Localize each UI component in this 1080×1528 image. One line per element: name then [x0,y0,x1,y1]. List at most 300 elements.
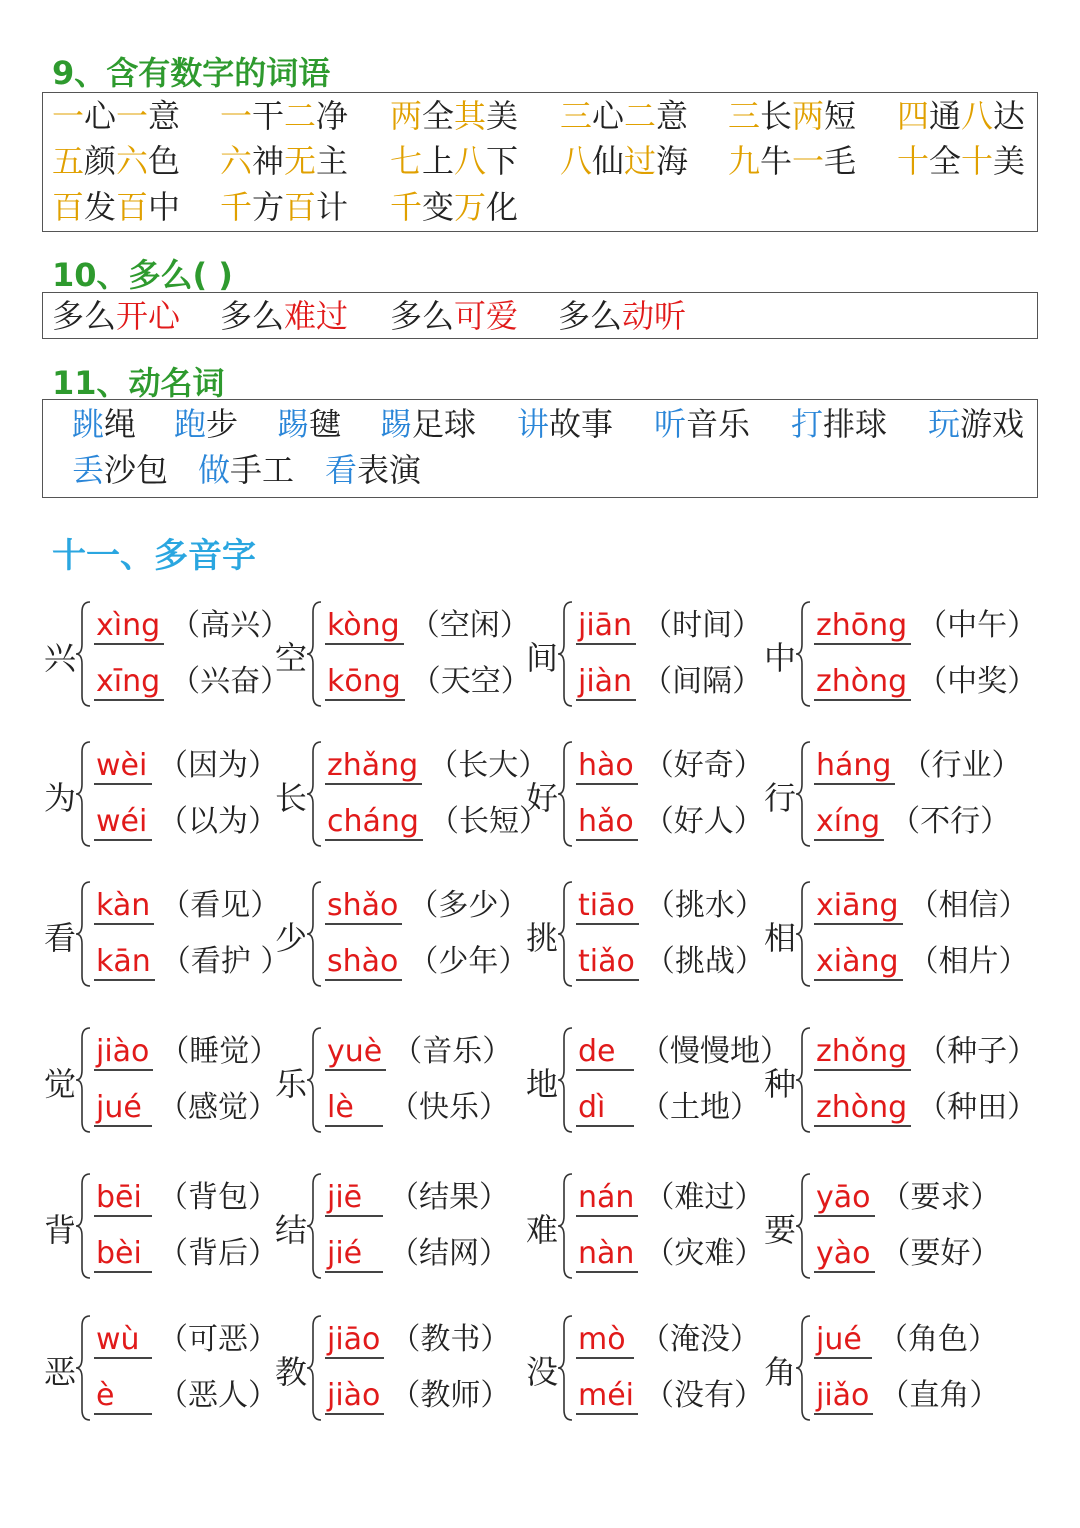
pinyin: kān [94,944,155,981]
pinyin: xíng [814,804,884,841]
polyphone-group [526,1170,776,1285]
pinyin: wèi [94,748,152,785]
verb-noun-phrase [72,404,136,444]
example-word: （快乐） [389,1090,509,1125]
idiom [897,96,1025,136]
pinyin: háng [814,748,895,785]
pinyin: jiāo [325,1322,384,1359]
duome-phrase [390,296,518,336]
polyphone-character: 没 [526,1352,559,1391]
idiom-char-number: 十 [961,142,994,180]
idiom-char-number: 一 [116,97,149,135]
verb-noun-phrase [654,404,750,444]
idiom-char-number: 一 [52,97,85,135]
pinyin: jiǎo [814,1378,873,1415]
pinyin: zhōng [814,608,911,645]
pinyin: xìng [94,608,164,645]
idiom-char-number: 百 [116,188,149,226]
idiom-char: 干 [252,97,285,135]
pinyin: nàn [576,1236,638,1273]
idiom-char: 心 [592,97,625,135]
pinyin: hào [576,748,638,785]
polyphone-group [275,1312,525,1427]
example-word: （种田） [917,1090,1038,1125]
curly-brace-icon [74,1170,94,1282]
idiom-char-number: 十 [897,142,930,180]
phrase-word: 难过 [284,297,349,335]
polyphone-group [764,738,1022,853]
verb-noun-phrase [791,404,887,444]
pinyin: tiǎo [576,944,639,981]
example-word: （看见） [160,888,281,923]
polyphone-character: 角 [764,1352,797,1391]
phrase-noun: 手工 [230,451,295,489]
section-9-title: 9、含有数字的词语 [52,54,331,92]
polyphone-character: 长 [275,778,308,817]
idiom [897,141,1025,181]
idiom-char-number: 六 [116,142,149,180]
phrase-verb: 做 [198,451,231,489]
duome-phrase [558,296,686,336]
reading-line [814,740,1021,785]
phrase-noun: 足球 [412,405,477,443]
verb-noun-phrase [928,404,1024,444]
phrase-prefix: 多么 [220,297,285,335]
phrase-verb: 跑 [174,405,207,443]
example-word: （空闲） [409,608,530,643]
idiom-char: 中 [148,188,181,226]
idiom-char-number: 两 [792,97,825,135]
example-word: （可恶） [158,1322,278,1357]
example-word: （淹没） [640,1322,760,1357]
curly-brace-icon [794,1170,814,1282]
reading-line [576,796,764,841]
polyphone-character: 兴 [44,638,77,677]
phrase-prefix: 多么 [390,297,455,335]
pinyin: jiàn [576,664,636,701]
polyphone-group [44,598,294,713]
curly-brace-icon [794,1312,814,1424]
idiom-char: 主 [316,142,349,180]
idiom-char: 全 [422,97,455,135]
phrase-noun: 故事 [549,405,614,443]
reading-line [325,1370,510,1415]
curly-brace-icon [305,878,325,990]
example-word: （行业） [901,748,1022,783]
example-word: （音乐） [392,1034,513,1069]
idiom-char-number: 二 [284,97,317,135]
reading-line [325,600,530,645]
reading-line [576,1172,764,1217]
polyphone-character: 地 [526,1064,559,1103]
curly-brace-icon [794,878,814,990]
polyphone-character: 乐 [275,1064,308,1103]
curly-brace-icon [305,1312,325,1424]
idiom-char-number: 八 [560,142,593,180]
idiom-char-number: 百 [284,188,317,226]
idiom-char: 全 [929,142,962,180]
pinyin: zhòng [814,664,911,701]
polyphone-group [275,598,531,713]
reading-line [576,1026,790,1071]
reading-line [94,1082,278,1127]
idiom-char: 长 [760,97,793,135]
pinyin: nán [576,1180,638,1217]
reading-line [94,656,290,701]
idiom [390,187,518,227]
polyphone-character: 间 [526,638,559,677]
polyphone-character: 难 [526,1210,559,1249]
reading-line [94,796,278,841]
polyphone-character: 空 [275,638,308,677]
example-word: （结果） [389,1180,509,1215]
example-word: （挑水） [644,888,765,923]
idiom-char-number: 二 [624,97,657,135]
polyphone-character: 要 [764,1210,797,1249]
pinyin: shào [325,944,402,981]
phrase-word: 开心 [116,297,181,335]
reading-line [325,796,549,841]
idiom-char: 下 [486,142,519,180]
section-9-box [42,92,1038,232]
idiom-char-number: 一 [792,142,825,180]
reading-line [325,936,528,981]
pinyin: è [94,1378,152,1415]
idiom [390,96,518,136]
idiom-char-number: 四 [897,97,930,135]
example-word: （以为） [158,804,278,839]
idiom-char: 心 [84,97,117,135]
pinyin: hǎo [576,804,638,841]
pinyin: lè [325,1090,383,1127]
idiom-char: 净 [316,97,349,135]
reading-line [325,1314,510,1359]
example-word: （中奖） [917,664,1038,699]
idiom-char: 上 [422,142,455,180]
curly-brace-icon [794,598,814,710]
polyphone-group [275,738,549,853]
idiom-char-number: 过 [624,142,657,180]
idiom-char: 发 [84,188,117,226]
idiom [220,187,348,227]
example-word: （结网） [389,1236,509,1271]
reading-line [576,740,764,785]
phrase-noun: 毽 [309,405,342,443]
example-word: （天空） [410,664,531,699]
polyphone-group [764,1312,1014,1427]
idiom [560,96,688,136]
section-11-title: 11、动名词 [52,364,225,402]
phrase-noun: 表演 [357,451,422,489]
pinyin: jiē [325,1180,383,1217]
example-word: （相片） [908,944,1029,979]
reading-line [576,600,762,645]
phrase-verb: 丢 [72,451,105,489]
phrase-verb: 讲 [517,405,550,443]
polyphone-character: 恶 [44,1352,77,1391]
polyphone-character: 好 [526,778,559,817]
idiom-char-number: 五 [52,142,85,180]
polyphone-character: 挑 [526,918,559,957]
reading-line [94,1228,278,1273]
pinyin: yuè [325,1034,386,1071]
example-word: （看护 ） [160,944,291,979]
reading-line [576,656,762,701]
pinyin: zhòng [814,1090,911,1127]
idiom-char-number: 七 [390,142,423,180]
reading-line [325,740,548,785]
example-word: （少年） [408,944,529,979]
example-word: （长大） [428,748,549,783]
polyphone-group [764,878,1029,993]
polyphone-character: 相 [764,918,797,957]
phrase-prefix: 多么 [52,297,117,335]
reading-line [576,936,765,981]
curly-brace-icon [74,598,94,710]
reading-line [325,1082,509,1127]
reading-line [325,1172,509,1217]
polyphone-group [275,1024,525,1139]
example-word: （中午） [917,608,1038,643]
curly-brace-icon [794,1024,814,1136]
idiom-char: 意 [148,97,181,135]
example-word: （种子） [917,1034,1038,1069]
idiom [390,141,518,181]
phrase-verb: 踢 [380,405,413,443]
idiom-char: 通 [929,97,962,135]
verb-noun-phrase [174,404,238,444]
polyphone-group [275,1170,525,1285]
polyphone-group [526,1024,790,1139]
pinyin: xiāng [814,888,903,925]
example-word: （慢慢地） [640,1034,790,1069]
section-10-box [42,292,1038,339]
reading-line [814,880,1029,925]
idiom-char-number: 六 [220,142,253,180]
example-word: （教书） [390,1322,511,1357]
example-word: （教师） [390,1378,511,1413]
pinyin: zhǎng [325,748,422,785]
example-word: （间隔） [642,664,763,699]
reading-line [325,656,531,701]
example-word: （高兴） [170,608,291,643]
reading-line [814,936,1029,981]
idiom-char-number: 两 [390,97,423,135]
reading-line [94,740,278,785]
phrase-verb: 踢 [277,405,310,443]
reading-line [576,1082,760,1127]
example-word: （角色） [878,1322,998,1357]
polyphone-group [764,598,1038,713]
reading-line [814,1228,1001,1273]
reading-line [814,1172,1001,1217]
idiom-char: 达 [993,97,1026,135]
curly-brace-icon [74,878,94,990]
idiom-char-number: 千 [390,188,423,226]
curly-brace-icon [74,738,94,850]
polyphone-group [44,1170,294,1285]
pinyin: tiāo [576,888,639,925]
example-word: （相信） [908,888,1029,923]
polyphone-character: 行 [764,778,797,817]
reading-line [94,1314,278,1359]
polyphone-group [764,1024,1038,1139]
idiom-char: 计 [316,188,349,226]
pinyin: jiān [576,608,636,645]
pinyin: cháng [325,804,423,841]
polyphone-character: 为 [44,778,77,817]
pinyin: kàn [94,888,154,925]
reading-line [94,1172,278,1217]
phrase-prefix: 多么 [558,297,623,335]
idiom [220,141,348,181]
example-word: （要好） [880,1236,1001,1271]
polyphone-character: 少 [275,918,308,957]
pinyin: kōng [325,664,405,701]
phrase-verb: 听 [654,405,687,443]
curly-brace-icon [556,738,576,850]
phrase-noun: 沙包 [104,451,169,489]
polyphone-character: 种 [764,1064,797,1103]
idiom [52,96,180,136]
reading-line [814,1026,1037,1071]
pinyin: wéi [94,804,152,841]
idiom [728,141,856,181]
idiom-char: 色 [148,142,181,180]
reading-line [94,1026,279,1071]
idiom [52,141,180,181]
pinyin: wù [94,1322,152,1359]
idiom-char: 美 [486,97,519,135]
idiom-char-number: 八 [454,142,487,180]
idiom-char-number: 三 [728,97,761,135]
verb-noun-phrase [517,404,613,444]
idiom-char-number: 八 [961,97,994,135]
reading-line [576,1370,764,1415]
idiom-char-number: 其 [454,97,487,135]
reading-line [814,796,1010,841]
example-word: （难过） [644,1180,765,1215]
pinyin: bēi [94,1180,152,1217]
phrase-verb: 看 [325,451,358,489]
duome-phrase [52,296,180,336]
polyphone-group [764,1170,1014,1285]
example-word: （背后） [158,1236,278,1271]
reading-line [325,1026,512,1071]
curly-brace-icon [794,738,814,850]
example-word: （多少） [408,888,529,923]
example-word: （灾难） [644,1236,765,1271]
reading-line [576,1228,764,1273]
idiom-char: 变 [422,188,455,226]
section-10-title: 10、多么( ) [52,256,233,294]
polyphone-group [44,1024,294,1139]
pinyin: xīng [94,664,164,701]
example-word: （背包） [158,1180,278,1215]
polyphone-character: 结 [275,1210,308,1249]
pinyin: méi [576,1378,638,1415]
curly-brace-icon [305,1170,325,1282]
example-word: （因为） [158,748,278,783]
example-word: （没有） [644,1378,765,1413]
curly-brace-icon [556,1024,576,1136]
pinyin: yào [814,1236,875,1273]
pinyin: jié [325,1236,383,1273]
polyphone-character: 看 [44,918,77,957]
reading-line [94,600,290,645]
reading-line [814,1082,1037,1127]
verb-noun-phrase [198,450,294,490]
verb-noun-phrase [277,404,341,444]
example-word: （直角） [879,1378,1000,1413]
reading-line [814,1370,999,1415]
idiom [220,96,348,136]
verb-noun-phrase [325,450,421,490]
phrase-noun: 步 [206,405,239,443]
verb-noun-phrase [72,450,168,490]
idiom [52,187,180,227]
idiom-char-number: 三 [560,97,593,135]
pinyin: jué [94,1090,152,1127]
polyphone-group [44,738,294,853]
example-word: （恶人） [158,1378,278,1413]
polyphone-character: 觉 [44,1064,77,1103]
polyphone-group [526,1312,776,1427]
polyphone-group [526,878,776,993]
pinyin: bèi [94,1236,152,1273]
polyphone-title: 十一、多音字 [52,536,256,576]
idiom-char: 牛 [760,142,793,180]
curly-brace-icon [305,1024,325,1136]
polyphone-group [275,878,529,993]
example-word: （好人） [643,804,764,839]
example-word: （要求） [880,1180,1001,1215]
pinyin: zhǒng [814,1034,911,1071]
curly-brace-icon [74,1024,94,1136]
polyphone-character: 背 [44,1210,77,1249]
pinyin: jiào [325,1378,384,1415]
idiom-char: 方 [252,188,285,226]
idiom-char-number: 九 [728,142,761,180]
duome-phrase [220,296,348,336]
example-word: （土地） [640,1090,760,1125]
reading-line [94,1370,278,1415]
curly-brace-icon [556,1170,576,1282]
reading-line [814,656,1037,701]
example-word: （好奇） [643,748,764,783]
phrase-noun: 音乐 [686,405,751,443]
phrase-word: 动听 [622,297,687,335]
reading-line [576,880,765,925]
example-word: （时间） [642,608,763,643]
polyphone-group [526,738,776,853]
polyphone-group [526,598,776,713]
example-word: （不行） [890,804,1011,839]
pinyin: kòng [325,608,404,645]
idiom-char: 化 [486,188,519,226]
idiom-char-number: 无 [284,142,317,180]
polyphone-group [44,1312,294,1427]
pinyin: mò [576,1322,634,1359]
curly-brace-icon [74,1312,94,1424]
pinyin: shǎo [325,888,402,925]
example-word: （睡觉） [159,1034,280,1069]
curly-brace-icon [556,878,576,990]
pinyin: jué [814,1322,872,1359]
curly-brace-icon [305,598,325,710]
example-word: （感觉） [158,1090,278,1125]
idiom-char: 颜 [84,142,117,180]
